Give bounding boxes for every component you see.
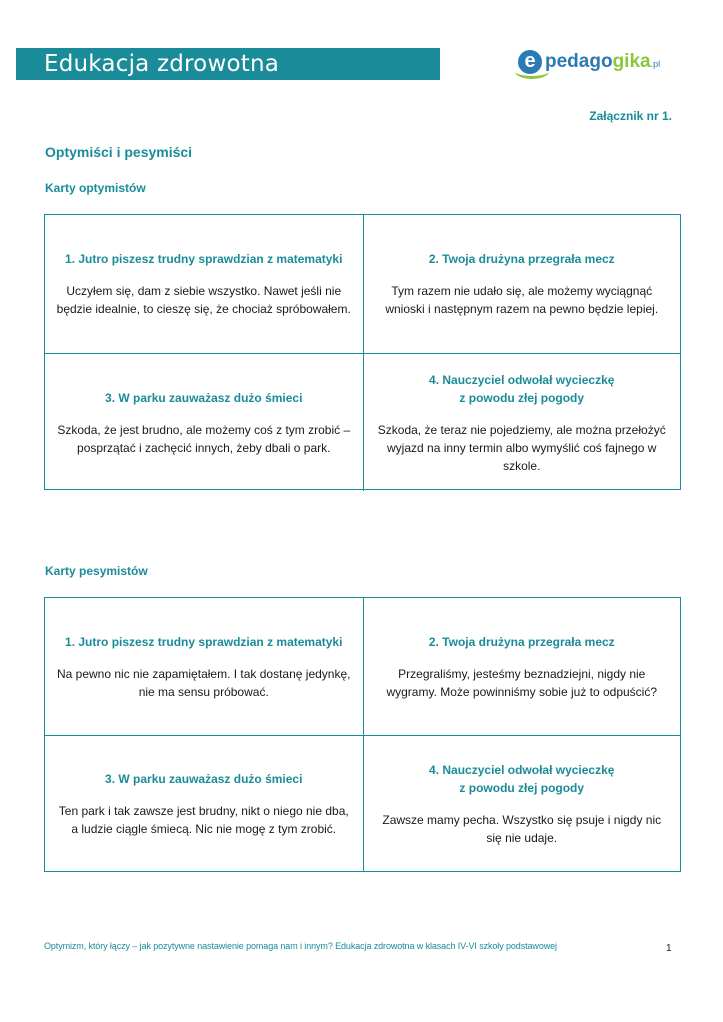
- logo-wordmark: [545, 50, 660, 76]
- attachment-label: Załącznik nr 1.: [589, 109, 672, 123]
- card-title: 3. W parku zauważasz dużo śmieci: [105, 772, 303, 786]
- pessimist-card-2: [363, 598, 681, 735]
- logo-accent: gika: [612, 51, 651, 72]
- pessimist-card-1: [45, 598, 363, 735]
- header-bar: [16, 48, 440, 80]
- card-title: 4. Nauczyciel odwołał wycieczkę z powodu złej pogody: [429, 763, 615, 795]
- card-title: 1. Jutro piszesz trudny sprawdzian z matematyki: [65, 634, 343, 649]
- card-text: Szkoda, że teraz nie pojedziemy, ale można przełożyć wyjazd na inny termin albo wymyślić coś fajnego w szkole.: [377, 422, 666, 473]
- optimist-card-1: [45, 215, 363, 353]
- pessimists-heading: Karty pesymistów: [45, 564, 148, 578]
- pessimist-card-4: [363, 735, 681, 872]
- card-title: 2. Twoja drużyna przegrała mecz: [428, 634, 615, 649]
- pessimist-card-3: [45, 735, 363, 872]
- card-title: 3. W parku zauważasz dużo śmieci: [105, 390, 303, 405]
- main-heading: Optymiści i pesymiści: [45, 144, 193, 160]
- card-text: Uczyłem się, dam z siebie wszystko. Nawet jeśli nie będzie idealnie, to cieszę się, że chociaż spróbowałem.: [56, 284, 351, 316]
- pessimists-cards-grid: [44, 597, 681, 872]
- card-text: Tym razem nie udało się, ale możemy wyciągnąć wnioski i następnym razem na pewno będzie lepiej.: [385, 284, 659, 316]
- card-text: Ten park i tak zawsze jest brudny, nikt o niego nie dba, a ludzie ciągle śmiecą. Nic nie mogę z tym zrobić.: [58, 804, 349, 836]
- page-number: 1: [666, 943, 672, 954]
- optimist-card-2: [363, 215, 681, 353]
- epedagogika-logo: [515, 48, 685, 80]
- optimist-card-4: [363, 353, 681, 491]
- logo-main: pedago: [545, 51, 613, 72]
- card-text: Szkoda, że jest brudno, ale możemy coś z tym zrobić – posprzątać i zachęcić innych, żeby dbali o park.: [57, 422, 351, 455]
- optimist-card-3: [45, 353, 363, 491]
- card-title: 2. Twoja drużyna przegrała mecz: [428, 252, 615, 266]
- card-title: 1. Jutro piszesz trudny sprawdzian z matematyki: [65, 252, 343, 266]
- card-title: 4. Nauczyciel odwołał wycieczkę z powodu złej pogody: [429, 372, 615, 405]
- header-title: Edukacja zdrowotna: [44, 51, 280, 77]
- logo-e-icon: e: [518, 50, 542, 74]
- card-text: Zawsze mamy pecha. Wszystko się psuje i nigdy nic się nie udaje.: [382, 813, 662, 845]
- logo-tld: .pl: [650, 59, 661, 69]
- card-text: Na pewno nic nie zapamiętałem. I tak dostanę jedynkę, nie ma sensu próbować.: [56, 666, 351, 699]
- footer-text: Optymizm, który łączy – jak pozytywne nastawienie pomaga nam i innym? Edukacja zdrowotna w klasach IV-VI szkoły podstawowej: [44, 941, 557, 951]
- optimists-cards-grid: [44, 214, 681, 490]
- card-text: Przegraliśmy, jesteśmy beznadziejni, nigdy nie wygramy. Może powinniśmy sobie już to odpuścić?: [386, 666, 658, 699]
- optimists-heading: Karty optymistów: [45, 181, 146, 195]
